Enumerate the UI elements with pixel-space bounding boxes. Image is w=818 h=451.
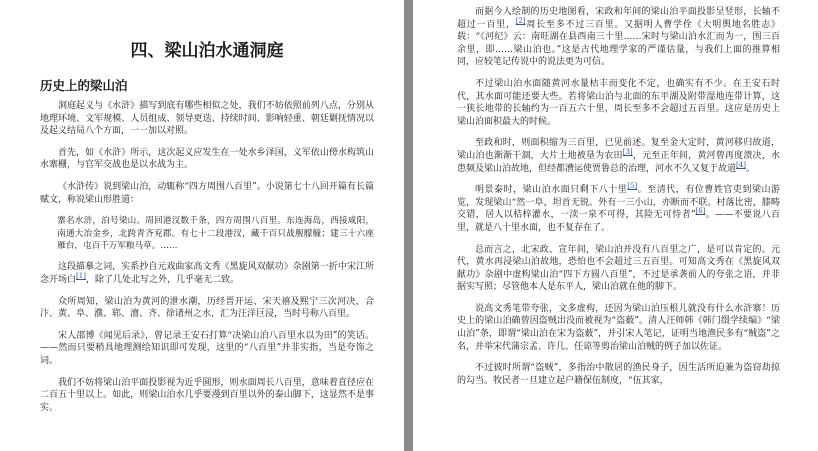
right-page — [413, 0, 818, 451]
paragraph: 我们不妨将梁山泊平面投影视为近乎圆形，则水面周长八百里，意味着直径应在二百五十里以上。如此，则梁山泊水几乎要漫到百里以外的泰山脚下，这显然不是事实。 — [40, 377, 374, 413]
paragraph — [457, 137, 780, 175]
left-page — [0, 0, 404, 451]
paragraph: 宋人邵博《闻见后录》，曾记录王安石打算“决梁山泊八百里水以为田”的笑话。——然而只要稍具地理测绘知识即可发现，这里的“八百里”并非实指，当是夸饰之词。 — [40, 330, 374, 366]
footnote-link[interactable]: [5] — [627, 182, 638, 191]
chapter-title: 四、梁山泊水通洞庭 — [130, 41, 284, 61]
paragraph: 首先，如《水浒》所示，这次起义应发生在一处水乡泽国，义军依山傍水构筑山水寨栅，与官军交战也是以水战为主。 — [40, 147, 374, 171]
paragraph — [457, 6, 780, 69]
paragraph-text: 。 — [745, 163, 755, 174]
paragraph: 说高文秀笔带夸张，文多虚构，还因为梁山泊压根儿就没有什么水浒寨！历史上的梁山泊确曾因盗贼出没而被视为“盗薮”。清人汪师韩《韩门缀学续编》“梁山泊”条，即谓“梁山泊在宋为盗薮”，并引宋人笔记，证明当地渔民多有“贼盗”之名，并举宋代蒲宗孟、许几、任谅等剪治梁山泊贼的例子加以佐证。 — [457, 303, 780, 352]
paragraph — [40, 261, 374, 286]
paragraph-text: ，元至正年间，黄河曾再度溃决，水患频及梁山泊故地，但经都漕运使贾鲁总的治理，河水不久又复于故道 — [457, 150, 780, 174]
paragraph: 总而言之，北宋政、宣年间，梁山泊并没有八百里之广，是可以肯定的。元代，黄水再浸梁山泊故地，恐怕也不会超过三五百里。可知高文秀在《黑旋风双献功》杂剧中虚构梁山泊“四下方圆八百里”，不过是承袭前人的夸张之语，并非据实写照；尽管他本人是东平人，梁山泊就在他的脚下。 — [457, 244, 780, 293]
paragraph-text: 明景泰时，梁山泊水面只剩下八十里 — [475, 185, 628, 196]
paragraph-text: 。——不要说八百里，就是八十里水面，也不复存在了。 — [457, 210, 780, 233]
paragraph: 洞庭起义与《水浒》描写到底有哪些相似之处，我们不妨依照前列八点，分别从地理环境、文军规模、人员组成、领导更迭、持续时间、影响轻重、朝廷剿抚情况以及起义结局八个方面，一一加以对照。 — [40, 101, 374, 137]
paragraph-text: 周长至多不过三百里。又据明人曹学佺《大明舆地名胜志》载：“《河纪》云：南旺湖在县西南三十里……宋时与梁山泊水汇而为一，围三百余里，即……梁山泊也。”这是古代地理学家的严谨估量，与我们上面的推算相同，应较笔记传说中的说法更为可信。 — [457, 19, 780, 68]
paragraph-text: 至政和时，则面积缩为三百里，已见前述。复至金大定时，黄河移归故道，梁山泊也渐渐干涸，大片土地被垦为农田 — [457, 138, 780, 161]
footnote-link[interactable]: [3] — [622, 147, 633, 156]
paragraph-text: 而据今人绘制的历史地图看，宋政和年间的梁山泊平面投影呈竖形，长轴不超过一百里， — [457, 7, 780, 30]
footnote-link[interactable]: [4] — [736, 160, 746, 169]
paragraph: 《水浒传》说到梁山泊，动辄称“四方周围八百里”。小说第七十八回开篇有长篇赋文，称说梁山形胜道： — [40, 181, 374, 205]
section-title: 历史上的梁山泊 — [40, 78, 128, 93]
paragraph: 不过梁山泊水面随黄河水量枯丰而变化不定，也确实有不少。在王安石时代，其水面可能还要大些。若将梁山泊与北面的东平湖及附带湿地连带计算，这一狭长地带的长轴约为一百五六十里，周长至多不会超过五百里。这应是历史上梁山泊面积最大的时候。 — [457, 78, 780, 127]
paragraph: 不过彼时所谓“盗贼”，多指治中散居的渔民身子，因生活所迫兼为盗窃劫掠的勾当。牧民者一旦建立起户籍保伍制度，“伍其家， — [457, 363, 780, 386]
footnote-link[interactable]: [2] — [515, 16, 526, 25]
paragraph-text: 。至清代，有位曹姓官吏到梁山游览，发现梁山“然一阜，坦首无锐。外有一三小山，亦断而不联。村落比密，膝畴交错，居人以桔梓灌水，一渎一泉不可得，其险无可恃者” — [457, 185, 780, 221]
page-divider — [404, 0, 413, 451]
footnote-link[interactable]: [1] — [76, 271, 86, 280]
paragraph-text: 这段描摹之词，实系抄自元戏曲家高文秀《黑旋风双献功》杂剧第一折中宋江所念开场白 — [40, 262, 374, 285]
paragraph — [457, 184, 780, 234]
paragraph: 众所周知，梁山泊为黄河的泄水潮，历经晋开运、宋天禧及熙宁三次河决，合汴、黄、阜、濮、郓、澶、齐、徐诸州之水，汇为汪洋巨浸，当时号称八百里。 — [40, 296, 374, 320]
paragraph-text: ，除了几处北写之外，几乎毫无二致。 — [85, 274, 239, 285]
block-quote: 寨名水浒，泊号梁山。周回港汊数千条，四方周围八百里。东连海岛，西接咸阳，南通大冶金乡，北跨青齐兖郡。有七十二段港汊，藏千百只战舰艨艟；建三十六座雁台，屯百千万军粮马草。…… — [57, 216, 374, 251]
footnote-link[interactable]: [6] — [695, 207, 706, 216]
